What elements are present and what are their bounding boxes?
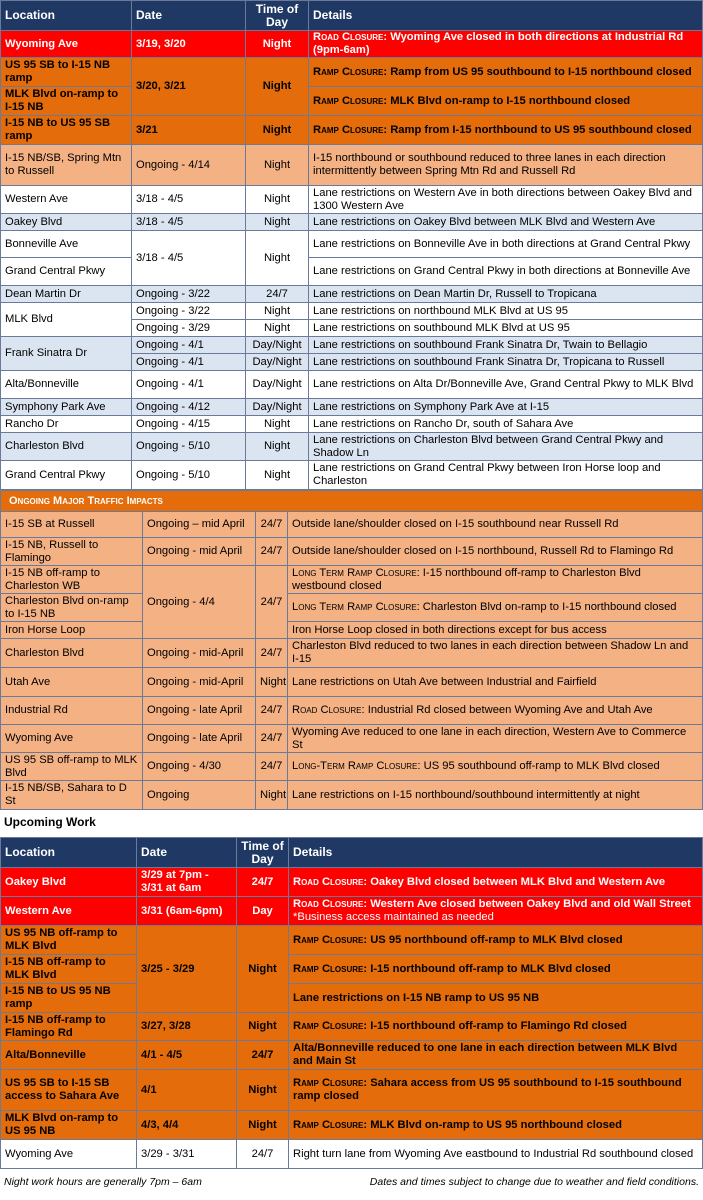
time-of-day-cell: Night <box>237 1013 289 1041</box>
details-text: Outside lane/shoulder closed on I-15 northbound, Russell Rd to Flamingo Rd <box>292 545 674 557</box>
details-cell <box>289 897 703 926</box>
closure-type-label: Ramp Closure: <box>293 1020 368 1032</box>
details-text: I-15 northbound off-ramp to MLK Blvd closed <box>370 962 611 975</box>
date-cell: Ongoing - 3/29 <box>132 320 246 337</box>
details-cell <box>309 186 703 214</box>
location-cell: Western Ave <box>1 186 132 214</box>
date-cell: Ongoing - 3/22 <box>132 303 246 320</box>
details-text: Industrial Rd closed between Wyoming Ave and Utah Ave <box>367 704 653 716</box>
details-cell <box>289 1070 703 1111</box>
date-header: Date <box>132 1 246 31</box>
time-of-day-cell: 24/7 <box>237 868 289 897</box>
date-cell: Ongoing - 4/1 <box>132 337 246 354</box>
date-cell: 3/18 - 4/5 <box>132 231 246 286</box>
time-of-day-cell: 24/7 <box>237 1041 289 1070</box>
date-cell: 4/1 <box>137 1070 237 1111</box>
current-row <box>1 214 703 231</box>
details-text: Ramp from I-15 northbound to US 95 southbound closed <box>390 123 692 136</box>
location-cell: Frank Sinatra Dr <box>1 337 132 371</box>
ongoing-row <box>1 622 703 639</box>
location-cell: I-15 NB to US 95 SB ramp <box>1 116 132 145</box>
closure-type-label: Ramp Closure: <box>293 1118 368 1131</box>
location-cell: Grand Central Pkwy <box>1 461 132 490</box>
details-text: Lane restrictions on southbound Frank Sinatra Dr, Tropicana to Russell <box>313 355 665 368</box>
details-cell <box>288 512 703 538</box>
location-cell: Oakey Blvd <box>1 214 132 231</box>
details-text: Sahara access from US 95 southbound to I-15 southbound ramp closed <box>293 1077 682 1102</box>
date-cell: Ongoing - 4/30 <box>143 753 256 781</box>
time-of-day-cell: Day/Night <box>246 354 309 371</box>
location-cell: Symphony Park Ave <box>1 399 132 416</box>
closure-type-label: Ramp Closure: <box>293 1077 368 1089</box>
ongoing-row <box>1 697 703 725</box>
location-cell: US 95 NB off-ramp to MLK Blvd <box>1 926 137 955</box>
details-text: US 95 southbound off-ramp to MLK Blvd closed <box>423 760 660 772</box>
location-cell: Charleston Blvd <box>1 639 143 668</box>
upcoming-row <box>1 955 703 984</box>
closure-type-label: Long-Term Ramp Closure: <box>292 760 421 772</box>
details-text: Charleston Blvd reduced to two lanes in each direction between Shadow Ln and I-15 <box>292 640 689 665</box>
details-cell <box>288 753 703 781</box>
details-text: US 95 northbound off-ramp to MLK Blvd closed <box>370 933 623 946</box>
closure-type-label: Road Closure: <box>293 875 368 888</box>
time-of-day-cell: Night <box>237 1070 289 1111</box>
upcoming-row <box>1 897 703 926</box>
location-cell: MLK Blvd on-ramp to I-15 NB <box>1 87 132 116</box>
date-cell: Ongoing - 3/22 <box>132 286 246 303</box>
location-cell: Charleston Blvd <box>1 433 132 461</box>
details-cell <box>309 354 703 371</box>
details-cell <box>288 725 703 753</box>
details-text: Lane restrictions on Grand Central Pkwy between Iron Horse loop and Charleston <box>313 462 661 487</box>
closure-type-label: Ramp Closure: <box>293 962 368 975</box>
location-cell: Western Ave <box>1 897 137 926</box>
location-cell: Wyoming Ave <box>1 31 132 58</box>
closure-type-label: Long Term Ramp Closure: <box>292 566 420 579</box>
footer-note-right: Dates and times subject to change due to weather and field conditions. <box>369 1176 699 1188</box>
current-row <box>1 258 703 286</box>
time-of-day-cell: Night <box>237 1111 289 1140</box>
date-cell: 3/18 - 4/5 <box>132 186 246 214</box>
location-cell: Bonneville Ave <box>1 231 132 258</box>
current-row <box>1 286 703 303</box>
date-cell: Ongoing - 4/4 <box>143 566 256 639</box>
time-of-day-cell: Day/Night <box>246 337 309 354</box>
footer-note-left: Night work hours are generally 7pm – 6am <box>4 1176 202 1188</box>
time-of-day-cell: 24/7 <box>256 725 288 753</box>
location-cell: Iron Horse Loop <box>1 622 143 639</box>
upcoming-row <box>1 1070 703 1111</box>
date-cell: Ongoing – mid April <box>143 512 256 538</box>
closure-type-label: Ramp Closure: <box>313 65 388 78</box>
time-of-day-cell: Night <box>246 214 309 231</box>
time-of-day-cell: 24/7 <box>246 286 309 303</box>
closure-type-label: Road Closure: <box>313 31 388 43</box>
details-cell <box>309 31 703 58</box>
details-cell <box>289 984 703 1013</box>
details-text: Lane restrictions on Alta Dr/Bonneville Ave, Grand Central Pkwy to MLK Blvd <box>313 378 694 390</box>
details-cell <box>309 214 703 231</box>
time-of-day-cell: Night <box>246 31 309 58</box>
details-cell <box>289 926 703 955</box>
time-of-day-cell: Day/Night <box>246 371 309 399</box>
current-row <box>1 145 703 186</box>
location-cell: I-15 NB off-ramp to MLK Blvd <box>1 955 137 984</box>
date-cell: 3/21 <box>132 116 246 145</box>
location-cell: I-15 NB/SB, Sahara to D St <box>1 781 143 810</box>
location-cell: I-15 NB to US 95 NB ramp <box>1 984 137 1013</box>
details-header: Details <box>309 1 703 31</box>
details-cell <box>288 639 703 668</box>
details-text: Charleston Blvd on-ramp to I-15 northbound closed <box>422 601 677 613</box>
details-text: Alta/Bonneville reduced to one lane in each direction between MLK Blvd and Main St <box>293 1042 678 1067</box>
table-header-row <box>1 1 703 31</box>
date-cell: 3/20, 3/21 <box>132 58 246 116</box>
closure-type-label: Road Closure: <box>293 898 368 910</box>
upcoming-row <box>1 1041 703 1070</box>
closure-type-label: Ramp Closure: <box>313 123 388 136</box>
date-cell: 3/19, 3/20 <box>132 31 246 58</box>
upcoming-time-header: Time of Day <box>237 838 289 868</box>
details-text: I-15 northbound off-ramp to Charleston Blvd westbound closed <box>292 566 641 592</box>
time-of-day-cell: Night <box>237 926 289 1013</box>
details-note: *Business access maintained as needed <box>293 911 494 923</box>
details-text: Lane restrictions on northbound MLK Blvd at US 95 <box>313 304 568 317</box>
details-cell <box>289 868 703 897</box>
details-text: Western Ave closed between Oakey Blvd and old Wall Street <box>370 898 691 910</box>
date-cell: Ongoing - late April <box>143 697 256 725</box>
details-cell <box>309 145 703 186</box>
date-cell: Ongoing - 4/14 <box>132 145 246 186</box>
time-of-day-cell: Night <box>256 781 288 810</box>
current-row <box>1 433 703 461</box>
time-of-day-cell: Day/Night <box>246 399 309 416</box>
details-text: Lane restrictions on Oakey Blvd between MLK Blvd and Western Ave <box>313 215 656 228</box>
location-cell: US 95 SB to I-15 NB ramp <box>1 58 132 87</box>
details-cell <box>309 371 703 399</box>
location-cell: Wyoming Ave <box>1 1140 137 1169</box>
location-cell: I-15 NB off-ramp to Flamingo Rd <box>1 1013 137 1041</box>
date-cell: 3/25 - 3/29 <box>137 926 237 1013</box>
details-text: Lane restrictions on Bonneville Ave in both directions at Grand Central Pkwy <box>313 237 691 250</box>
details-cell <box>309 461 703 490</box>
details-text: Lane restrictions on southbound Frank Sinatra Dr, Twain to Bellagio <box>313 338 648 351</box>
upcoming-row <box>1 926 703 955</box>
time-of-day-cell: 24/7 <box>256 512 288 538</box>
time-of-day-cell: Night <box>246 58 309 116</box>
location-cell: Industrial Rd <box>1 697 143 725</box>
details-cell <box>289 1140 703 1169</box>
details-text: I-15 northbound or southbound reduced to three lanes in each direction intermittently between Spring Mtn Rd and Russell Rd <box>313 152 666 177</box>
date-cell: Ongoing - mid April <box>143 538 256 566</box>
details-cell <box>309 320 703 337</box>
details-text: Wyoming Ave closed in both directions at Industrial Rd (9pm-6am) <box>313 31 684 56</box>
ongoing-section-header <box>1 491 703 512</box>
current-row <box>1 416 703 433</box>
details-text: Lane restrictions on I-15 NB ramp to US 95 NB <box>293 991 540 1004</box>
details-text: Iron Horse Loop closed in both directions except for bus access <box>292 623 607 636</box>
location-cell: Rancho Dr <box>1 416 132 433</box>
details-cell <box>309 116 703 145</box>
details-cell <box>309 258 703 286</box>
upcoming-details-header: Details <box>289 838 703 868</box>
location-cell: Wyoming Ave <box>1 725 143 753</box>
current-row <box>1 399 703 416</box>
time-of-day-cell: 24/7 <box>256 697 288 725</box>
ongoing-row <box>1 781 703 810</box>
current-row <box>1 116 703 145</box>
location-cell: Charleston Blvd on-ramp to I-15 NB <box>1 594 143 622</box>
location-cell: MLK Blvd on-ramp to US 95 NB <box>1 1111 137 1140</box>
details-text: MLK Blvd on-ramp to I-15 northbound closed <box>390 94 631 107</box>
details-text: Oakey Blvd closed between MLK Blvd and Western Ave <box>370 875 666 888</box>
time-of-day-cell: Night <box>246 231 309 286</box>
date-cell: 3/27, 3/28 <box>137 1013 237 1041</box>
date-cell: 3/31 (6am-6pm) <box>137 897 237 926</box>
ongoing-row <box>1 753 703 781</box>
upcoming-row <box>1 984 703 1013</box>
details-cell <box>289 1013 703 1041</box>
ongoing-rows <box>1 512 703 810</box>
ongoing-row <box>1 594 703 622</box>
current-work-table <box>0 0 703 490</box>
time-of-day-cell: Night <box>246 461 309 490</box>
details-text: Ramp from US 95 southbound to I-15 northbound closed <box>390 65 692 78</box>
current-row <box>1 87 703 116</box>
date-cell: Ongoing - 4/1 <box>132 354 246 371</box>
time-of-day-cell: Night <box>246 433 309 461</box>
location-cell: Dean Martin Dr <box>1 286 132 303</box>
upcoming-work-table <box>0 837 703 1169</box>
location-cell: I-15 NB off-ramp to Charleston WB <box>1 566 143 594</box>
details-cell <box>309 416 703 433</box>
details-text: I-15 northbound off-ramp to Flamingo Rd closed <box>370 1020 627 1032</box>
details-cell <box>309 433 703 461</box>
location-cell: Alta/Bonneville <box>1 371 132 399</box>
upcoming-date-header: Date <box>137 838 237 868</box>
time-of-day-cell: 24/7 <box>256 639 288 668</box>
ongoing-row <box>1 725 703 753</box>
current-row <box>1 231 703 258</box>
current-row <box>1 371 703 399</box>
time-of-day-cell: 24/7 <box>256 566 288 639</box>
details-text: Lane restrictions on Western Ave in both directions between Oakey Blvd and 1300 Western Ave <box>313 186 692 212</box>
date-cell: Ongoing <box>143 781 256 810</box>
upcoming-row <box>1 868 703 897</box>
details-text: Wyoming Ave reduced to one lane in each direction, Western Ave to Commerce St <box>292 725 687 751</box>
closure-type-label: Ramp Closure: <box>293 933 368 946</box>
footer <box>0 1169 703 1188</box>
details-cell <box>309 231 703 258</box>
current-row <box>1 31 703 58</box>
current-rows <box>1 31 703 490</box>
ongoing-row <box>1 668 703 697</box>
details-cell <box>288 538 703 566</box>
current-row <box>1 186 703 214</box>
current-row <box>1 303 703 320</box>
ongoing-row <box>1 566 703 594</box>
location-cell: Utah Ave <box>1 668 143 697</box>
details-cell <box>288 781 703 810</box>
details-text: Lane restrictions on Dean Martin Dr, Russell to Tropicana <box>313 287 597 300</box>
details-cell <box>288 668 703 697</box>
ongoing-section-title: Ongoing Major Traffic Impacts <box>1 491 703 512</box>
location-cell: I-15 NB, Russell to Flamingo <box>1 538 143 566</box>
details-cell <box>309 337 703 354</box>
time-header: Time of Day <box>246 1 309 31</box>
date-cell: Ongoing - mid-April <box>143 668 256 697</box>
upcoming-work-title: Upcoming Work <box>4 815 96 829</box>
location-cell: I-15 NB/SB, Spring Mtn to Russell <box>1 145 132 186</box>
details-text: Lane restrictions on Rancho Dr, south of Sahara Ave <box>313 417 574 430</box>
upcoming-header-row <box>1 838 703 868</box>
time-of-day-cell: Night <box>246 303 309 320</box>
date-cell: 3/29 - 3/31 <box>137 1140 237 1169</box>
details-text: Lane restrictions on southbound MLK Blvd at US 95 <box>313 321 570 334</box>
details-cell <box>309 399 703 416</box>
details-cell <box>288 594 703 622</box>
location-cell: I-15 SB at Russell <box>1 512 143 538</box>
closure-type-label: Ramp Closure: <box>313 94 388 107</box>
location-cell: Alta/Bonneville <box>1 1041 137 1070</box>
location-cell: Oakey Blvd <box>1 868 137 897</box>
time-of-day-cell: Night <box>246 145 309 186</box>
time-of-day-cell: Night <box>246 416 309 433</box>
date-cell: Ongoing - late April <box>143 725 256 753</box>
location-cell: Grand Central Pkwy <box>1 258 132 286</box>
ongoing-row <box>1 512 703 538</box>
details-cell <box>288 622 703 639</box>
current-row <box>1 461 703 490</box>
details-cell <box>289 955 703 984</box>
time-of-day-cell: Night <box>256 668 288 697</box>
current-row <box>1 337 703 354</box>
details-cell <box>309 286 703 303</box>
date-cell: Ongoing - 4/12 <box>132 399 246 416</box>
details-cell <box>288 697 703 725</box>
details-text: Lane restrictions on I-15 northbound/southbound intermittently at night <box>292 788 640 801</box>
details-cell <box>309 303 703 320</box>
location-cell: MLK Blvd <box>1 303 132 337</box>
time-of-day-cell: Night <box>246 186 309 214</box>
date-cell: Ongoing - 5/10 <box>132 433 246 461</box>
details-text: Lane restrictions on Grand Central Pkwy in both directions at Bonneville Ave <box>313 265 691 277</box>
location-cell: US 95 SB to I-15 SB access to Sahara Ave <box>1 1070 137 1111</box>
location-header: Location <box>1 1 132 31</box>
upcoming-row <box>1 1140 703 1169</box>
upcoming-row <box>1 1111 703 1140</box>
details-text: Lane restrictions on Utah Ave between Industrial and Fairfield <box>292 675 597 688</box>
date-cell: 4/1 - 4/5 <box>137 1041 237 1070</box>
time-of-day-cell: Night <box>246 320 309 337</box>
upcoming-location-header: Location <box>1 838 137 868</box>
date-cell: 3/29 at 7pm - 3/31 at 6am <box>137 868 237 897</box>
time-of-day-cell: 24/7 <box>256 538 288 566</box>
details-text: Lane restrictions on Charleston Blvd between Grand Central Pkwy and Shadow Ln <box>313 433 664 459</box>
date-cell: Ongoing - 5/10 <box>132 461 246 490</box>
closure-type-label: Road Closure: <box>292 704 365 716</box>
time-of-day-cell: 24/7 <box>237 1140 289 1169</box>
closure-type-label: Long Term Ramp Closure: <box>292 601 420 613</box>
details-text: MLK Blvd on-ramp to US 95 northbound closed <box>370 1118 622 1131</box>
upcoming-rows <box>1 868 703 1169</box>
details-cell <box>309 87 703 116</box>
date-cell: Ongoing - 4/15 <box>132 416 246 433</box>
details-text: Lane restrictions on Symphony Park Ave at I-15 <box>313 400 550 413</box>
details-text: Right turn lane from Wyoming Ave eastbound to Industrial Rd southbound closed <box>293 1147 694 1160</box>
time-of-day-cell: 24/7 <box>256 753 288 781</box>
ongoing-impacts-table <box>0 490 703 810</box>
ongoing-row <box>1 538 703 566</box>
date-cell: Ongoing - mid-April <box>143 639 256 668</box>
details-cell <box>309 58 703 87</box>
details-cell <box>289 1041 703 1070</box>
ongoing-row <box>1 639 703 668</box>
date-cell: Ongoing - 4/1 <box>132 371 246 399</box>
time-of-day-cell: Night <box>246 116 309 145</box>
time-of-day-cell: Day <box>237 897 289 926</box>
details-cell <box>288 566 703 594</box>
upcoming-row <box>1 1013 703 1041</box>
location-cell: US 95 SB off-ramp to MLK Blvd <box>1 753 143 781</box>
date-cell: 4/3, 4/4 <box>137 1111 237 1140</box>
details-text: Outside lane/shoulder closed on I-15 southbound near Russell Rd <box>292 518 619 530</box>
date-cell: 3/18 - 4/5 <box>132 214 246 231</box>
details-cell <box>289 1111 703 1140</box>
current-row <box>1 58 703 87</box>
